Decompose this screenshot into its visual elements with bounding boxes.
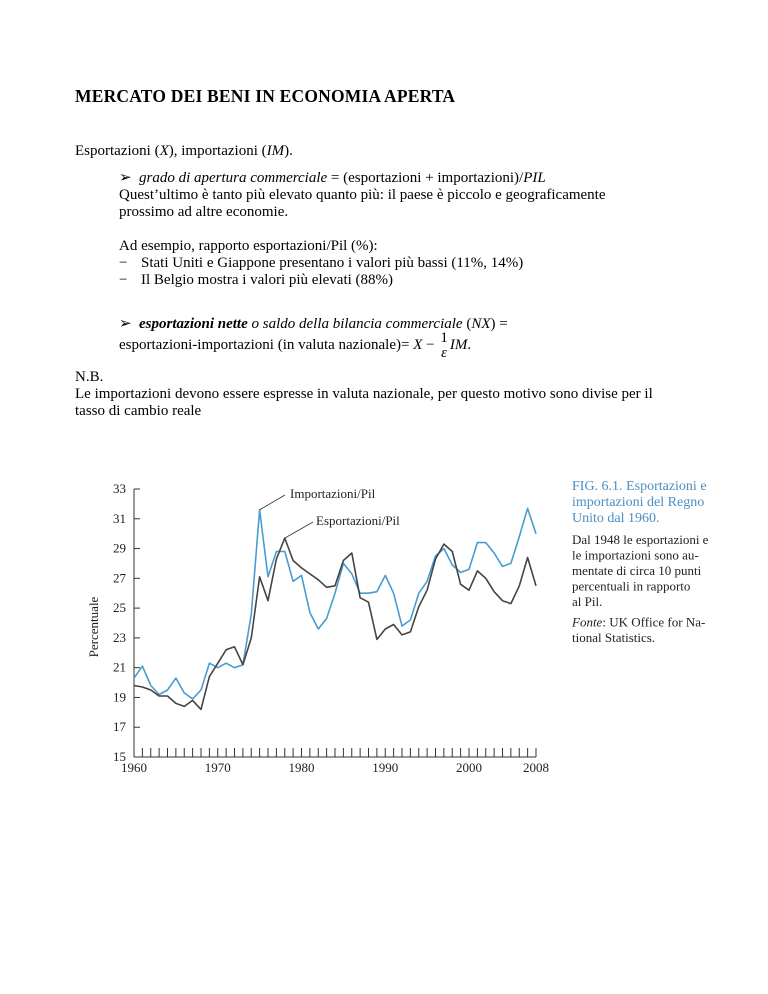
nx-alt-term: o saldo della bilancia commerciale xyxy=(247,316,463,332)
chart-labels xyxy=(260,486,401,538)
intro-mid: ), importazioni ( xyxy=(168,143,267,159)
y-tick-label: 31 xyxy=(113,510,126,526)
y-tick-label: 29 xyxy=(113,540,126,556)
nx-term: esportazioni nette xyxy=(139,316,248,332)
apertura-term: grado di apertura commerciale xyxy=(139,170,328,186)
formula-end: . xyxy=(467,337,472,353)
y-tick-label: 17 xyxy=(113,719,126,735)
y-tick-label: 23 xyxy=(113,629,126,645)
caption-body: Dal 1948 le esportazioni e xyxy=(572,532,709,547)
dash-bullet: − xyxy=(119,255,128,271)
x-tick-label: 1960 xyxy=(121,760,147,775)
intro-line xyxy=(75,143,293,160)
caption-source: Fonte: UK Office for Na- xyxy=(572,614,706,630)
x-tick-label: 1990 xyxy=(372,760,399,775)
arrow-bullet-icon: ➢ xyxy=(119,170,132,186)
arrow-bullet-icon: ➢ xyxy=(119,316,132,332)
chart-series xyxy=(134,508,536,709)
fraction xyxy=(440,331,448,361)
apertura-line2: Quest’ultimo è tanto più elevato quanto più: il paese è piccolo e geograficamente xyxy=(119,187,606,203)
intro-post: ). xyxy=(284,143,293,159)
fraction-denominator: ε xyxy=(441,344,448,361)
caption-title: importazioni del Regno xyxy=(572,495,705,510)
apertura-def: = (esportazioni + importazioni)/ xyxy=(327,170,524,186)
nb-line1: Le importazioni devono essere espresse in valuta nazionale, per questo motivo sono divise per il xyxy=(75,386,653,402)
formula-minus: − xyxy=(422,337,439,353)
nx-paren-open: ( xyxy=(462,316,472,332)
intro-pre: Esportazioni ( xyxy=(75,143,160,159)
trade-chart xyxy=(80,472,720,790)
nb-line2: tasso di cambio reale xyxy=(75,403,202,419)
y-tick-label: 27 xyxy=(113,570,126,586)
series-label: Esportazioni/Pil xyxy=(316,513,400,528)
page-title: MERCATO DEI BENI IN ECONOMIA APERTA xyxy=(75,86,456,106)
nx-paren-close: ) = xyxy=(490,316,508,332)
nx-formula xyxy=(119,330,471,361)
formula-text: esportazioni-importazioni (in valuta nazionale)= xyxy=(119,337,414,353)
example-heading: Ad esempio, rapporto esportazioni/Pil (%): xyxy=(119,238,378,254)
caption-body: mentate di circa 10 punti xyxy=(572,563,702,578)
x-tick-label: 1980 xyxy=(288,760,315,775)
formula-im: IM xyxy=(449,337,468,353)
series-line xyxy=(134,538,536,709)
intro-im: IM xyxy=(266,143,285,159)
caption-title: Unito dal 1960. xyxy=(572,511,660,526)
fraction-numerator: 1 xyxy=(440,329,448,346)
bullet-apertura xyxy=(119,170,546,187)
apertura-line3: prossimo ad altre economie. xyxy=(119,204,289,220)
series-label: Importazioni/Pil xyxy=(290,486,376,501)
x-tick-label: 2000 xyxy=(456,760,482,775)
series-line xyxy=(134,508,536,699)
y-tick-label: 15 xyxy=(113,749,126,764)
nx-symbol: NX xyxy=(471,316,491,332)
apertura-pil: PIL xyxy=(523,170,546,186)
x-tick-label: 2008 xyxy=(523,760,549,775)
figure-caption xyxy=(571,479,709,645)
series-label-leader xyxy=(260,495,285,510)
intro-x: X xyxy=(159,143,169,159)
series-label-leader xyxy=(285,522,313,538)
dash-bullet: − xyxy=(119,272,128,288)
x-tick-label: 1970 xyxy=(204,760,231,775)
example-item-text: Il Belgio mostra i valori più elevati (88%) xyxy=(141,272,394,288)
formula-x: X xyxy=(413,337,423,353)
nb-label: N.B. xyxy=(75,369,104,385)
caption-source: tional Statistics. xyxy=(572,630,656,645)
y-tick-label: 21 xyxy=(113,659,126,675)
y-tick-label: 19 xyxy=(113,689,126,705)
example-item-text: Stati Uniti e Giappone presentano i valori più bassi (11%, 14%) xyxy=(141,255,524,271)
caption-body: percentuali in rapporto xyxy=(572,578,691,594)
y-tick-label: 33 xyxy=(113,481,126,496)
caption-body: al Pil. xyxy=(572,594,603,609)
y-tick-label: 25 xyxy=(113,600,126,616)
example-item xyxy=(119,255,523,272)
caption-title: FIG. 6.1. Esportazioni e xyxy=(572,479,707,494)
example-item xyxy=(119,272,393,289)
y-axis-label: Percentuale xyxy=(86,596,101,658)
caption-body: le importazioni sono au- xyxy=(572,547,699,563)
